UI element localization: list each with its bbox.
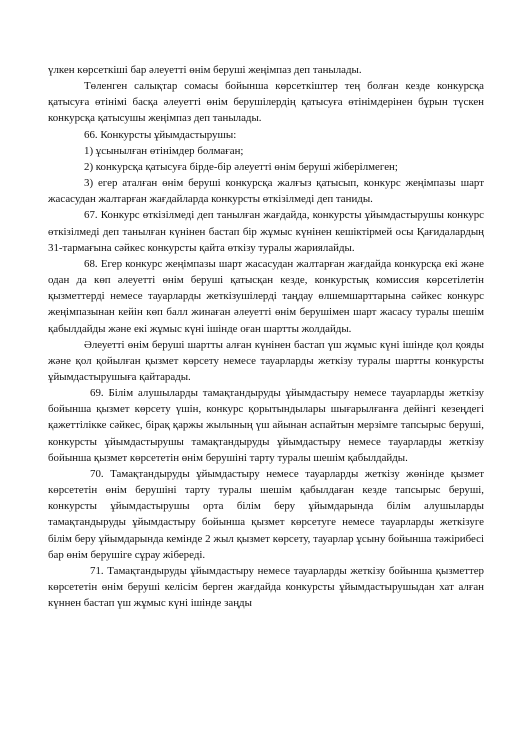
paragraph-66-item-3: 3) егер аталған өнім беруші конкурсқа жалғыз қатысып, конкурс жеңімпазы шарт жасасудан жалтарған жағдайларда конкурсты өткізілмеді деп таниды. (48, 177, 484, 206)
paragraph-tax-tie: Төленген салықтар сомасы бойынша көрсеткіштер тең болған кезде конкурсқа қатысуға өтінімі басқа әлеуетті өнім берушілердің қатысуға өтінімдерінен бұрын түскен конкурсқа қатысушы жеңімпаз деп танылады. (48, 80, 484, 125)
paragraph-66-item-2: 2) конкурсқа қатысуға бірде-бір әлеуетті өнім беруші жіберілмеген; (84, 160, 398, 173)
document-body (48, 62, 484, 611)
paragraph-69: 69. Білім алушыларды тамақтандыруды ұйымдастыру немесе тауарларды жеткізу бойынша қызмет көрсету үшін, конкурс қорытындылары шығарылғанға дейінгі кезеңдегі қажеттілікке сәйкес, бірақ қаржы жылының үш айынан аспайтын мерзімге тапсырыс беруші, конкурсты ұйымдастырушы тамақтандыруды ұйымдастыру немесе тауарларды жеткізу бойынша қызмет көрсететін өнім берушіні тарту туралы шешім қабылдайды. (48, 387, 484, 464)
paragraph-68: 68. Егер конкурс жеңімпазы шарт жасасудан жалтарған жағдайда конкурсқа екі және одан да көп әлеуетті өнім беруші қатысқан кезде, конкурстық комиссия көрсетілетін қызметтерді немесе тауарларды жеткізушілерді таңдау өлшемшарттарына сәйкес конкурс жеңімпазынан кейін көп балл жинаған әлеуетті өнім берушімен шарт жасасу туралы шешім қабылдайды және екі жұмыс күні ішінде оған шартты жолдайды. (48, 257, 484, 335)
paragraph-66: 66. Конкурсты ұйымдастырушы: (84, 128, 237, 141)
paragraph-66-item-1: 1) ұсынылған өтінімдер болмаған; (84, 144, 244, 157)
paragraph-71: 71. Тамақтандыруды ұйымдастыру немесе тауарларды жеткізу бойынша қызметтер көрсететін өнім беруші келісім берген жағдайда конкурсты ұйымдастырушыдан хат алған күннен бастап үш жұмыс күні ішінде заңды (48, 564, 484, 610)
paragraph-68-contract: Әлеуетті өнім беруші шартты алған күнінен бастап үш жұмыс күні ішінде қол қояды және қол қойылған қызмет көрсету немесе тауарларды жеткізу туралы шартты конкурсты ұйымдастырушыға қайтарады. (48, 338, 484, 383)
paragraph-continuation: үлкен көрсеткіші бар әлеуетті өнім беруші жеңімпаз деп танылады. (48, 64, 362, 76)
paragraph-67: 67. Конкурс өткізілмеді деп танылған жағдайда, конкурсты ұйымдастырушы конкурс өткізілмеді деп танылған күнінен бастап бір жұмыс күнінен кешіктірмей осы Қағидалардың 31-тармағына сәйкес конкурсты қайта өткізу туралы жариялайды. (48, 209, 484, 254)
paragraph-70: 70. Тамақтандыруды ұйымдастыру немесе тауарларды жеткізу жөнінде қызмет көрсететін өнім берушіні тарту туралы шешім қабылдаған кезде тапсырыс беруші, конкурсты ұйымдастырушы орта білім беру ұйымдарында білім алушыларды тамақтандыруды ұйымдастыру бойынша қызмет көрсетуге немесе тауарларды жеткізуге білім беру ұйымдарында кемінде 2 жыл қызмет көрсету, тауарлар ұсыну бойынша тәжірибесі бар өнім берушіге сұрау жібереді. (48, 467, 484, 561)
